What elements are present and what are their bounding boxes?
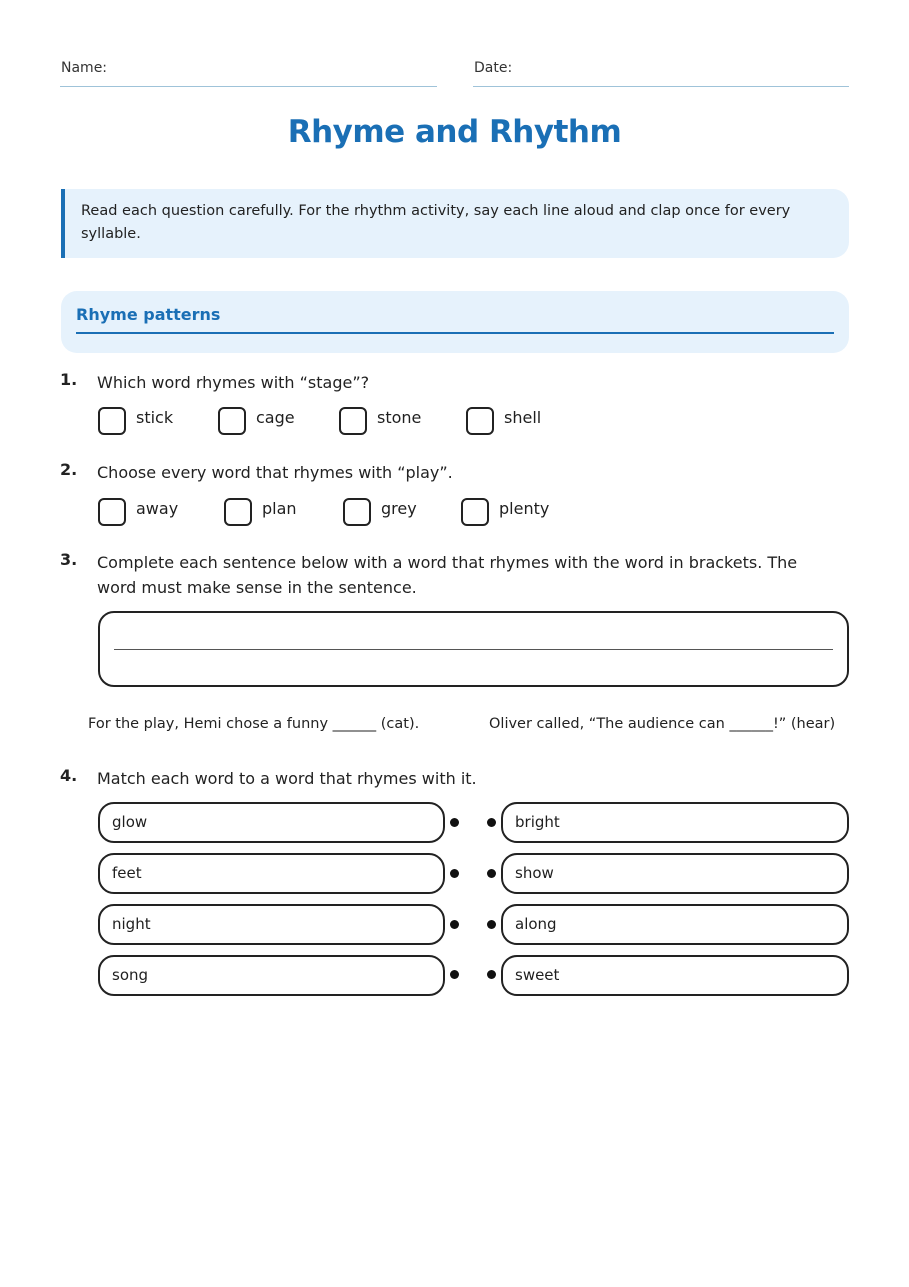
option-label: away	[136, 499, 179, 518]
date-line[interactable]	[473, 86, 849, 87]
match-right-along[interactable]: along	[501, 904, 849, 945]
match-left-feet[interactable]: feet	[98, 853, 445, 894]
match-dot-right[interactable]	[487, 970, 496, 979]
match-right-bright[interactable]: bright	[501, 802, 849, 843]
match-dot-right[interactable]	[487, 869, 496, 878]
checkbox[interactable]	[98, 407, 126, 435]
question-number: 3.	[60, 550, 78, 569]
question-number: 4.	[60, 766, 78, 785]
sentence-1: For the play, Hemi chose a funny ______ (cat).	[88, 716, 420, 732]
name-field[interactable]	[60, 60, 437, 90]
option-label: stick	[136, 408, 174, 427]
match-left-night[interactable]: night	[98, 904, 445, 945]
instructions-text: Read each question carefully. For the rhythm activity, say each line aloud and clap once for every syllable.	[81, 203, 791, 242]
section-header	[61, 291, 849, 353]
question-number: 2.	[60, 460, 78, 479]
checkbox[interactable]	[224, 498, 252, 526]
instructions-box	[61, 189, 849, 258]
name-line[interactable]	[60, 86, 437, 87]
option-label: cage	[256, 408, 295, 427]
question-text: Match each word to a word that rhymes with it.	[97, 769, 477, 788]
match-right-show[interactable]: show	[501, 853, 849, 894]
checkbox[interactable]	[339, 407, 367, 435]
sentence-2: Oliver called, “The audience can ______!” (hear)	[489, 716, 836, 732]
match-right-sweet[interactable]: sweet	[501, 955, 849, 996]
question-number: 1.	[60, 370, 78, 389]
checkbox[interactable]	[218, 407, 246, 435]
question-text: Choose every word that rhymes with “play”.	[97, 463, 453, 482]
page-title: Rhyme and Rhythm	[287, 114, 622, 150]
option-label: plan	[262, 499, 297, 518]
option-label: shell	[504, 408, 542, 427]
option-label: grey	[381, 499, 417, 518]
checkbox[interactable]	[461, 498, 489, 526]
match-dot-right[interactable]	[487, 920, 496, 929]
match-dot-left[interactable]	[450, 970, 459, 979]
section-title: Rhyme patterns	[76, 305, 834, 334]
checkbox[interactable]	[343, 498, 371, 526]
match-left-song[interactable]: song	[98, 955, 445, 996]
match-dot-left[interactable]	[450, 818, 459, 827]
option-label: plenty	[499, 499, 550, 518]
checkbox[interactable]	[466, 407, 494, 435]
question-text: Which word rhymes with “stage”?	[97, 373, 370, 392]
date-label: Date:	[474, 60, 513, 76]
answer-writing-box[interactable]	[98, 611, 849, 687]
match-left-glow[interactable]: glow	[98, 802, 445, 843]
name-label: Name:	[61, 60, 108, 76]
match-dot-left[interactable]	[450, 869, 459, 878]
match-dot-left[interactable]	[450, 920, 459, 929]
writing-line	[114, 649, 833, 650]
checkbox[interactable]	[98, 498, 126, 526]
date-field[interactable]	[473, 60, 849, 90]
question-text: Complete each sentence below with a word that rhymes with the word in brackets. The word must make sense in the sentence.	[97, 553, 798, 597]
match-dot-right[interactable]	[487, 818, 496, 827]
option-label: stone	[377, 408, 422, 427]
